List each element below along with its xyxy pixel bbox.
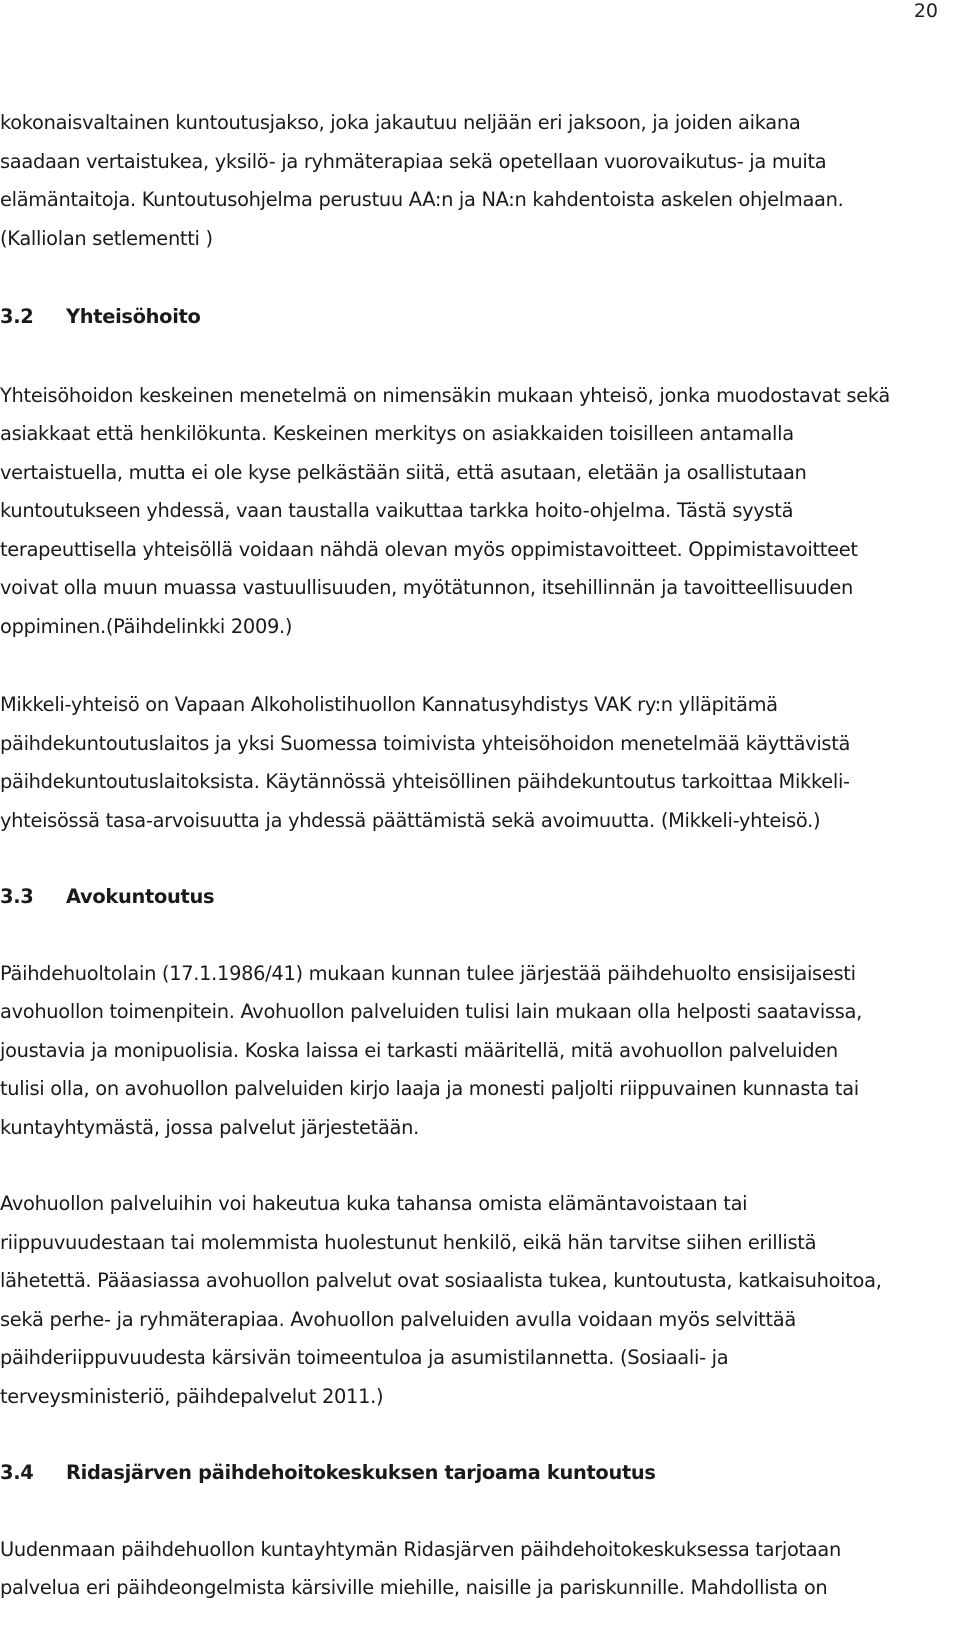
paragraph-avohuolto [0, 1185, 948, 1416]
spacer [0, 1493, 948, 1531]
text-line: yhteisössä tasa-arvoisuutta ja yhdessä päättämistä sekä avoimuutta. (Mikkeli-yhteisö.) [0, 808, 821, 832]
section-number: 3.3 [0, 885, 34, 908]
paragraph-intro [0, 104, 948, 258]
spacer [0, 917, 948, 955]
paragraph-ridasjarvi [0, 1531, 948, 1608]
text-line: palvelua eri päihdeongelmista kärsiville miehille, naisille ja pariskunnille. Mahdollista on [0, 1576, 828, 1599]
text-line: Uudenmaan päihdehuollon kuntayhtymän Ridasjärven päihdehoitokeskuksessa tarjotaan [0, 1537, 841, 1561]
spacer [0, 337, 948, 377]
section-title: Ridasjärven päihdehoitokeskuksen tarjoama kuntoutus [66, 1461, 656, 1484]
text-line: voivat olla muun muassa vastuullisuuden, myötätunnon, itsehillinnän ja tavoitteellisuuden [0, 576, 853, 599]
document-body [0, 104, 948, 1608]
text-line: Avohuollon palveluihin voi hakeutua kuka tahansa omista elämäntavoistaan tai [0, 1192, 748, 1215]
text-line: Yhteisöhoidon keskeinen menetelmä on nimensäkin mukaan yhteisö, jonka muodostavat sekä [0, 383, 891, 407]
paragraph-paihdehuoltolaki [0, 955, 948, 1148]
section-heading-3-3 [0, 878, 948, 917]
spacer [0, 840, 948, 878]
text-line: päihderiippuvuudesta kärsivän toimeentuloa ja asumistilannetta. (Sosiaali- ja [0, 1346, 729, 1369]
text-line: (Kalliolan setlementti ) [0, 226, 213, 250]
text-line: asiakkaat että henkilökunta. Keskeinen merkitys on asiakkaiden toisilleen antamalla [0, 422, 794, 445]
section-number: 3.2 [0, 305, 34, 328]
text-line: riippuvuudestaan tai molemmista huolestunut henkilö, eikä hän tarvitse siihen erillistä [0, 1230, 817, 1254]
spacer [0, 1416, 948, 1454]
paragraph-yhteisohoito [0, 377, 948, 647]
text-line: kuntayhtymästä, jossa palvelut järjestetään. [0, 1115, 419, 1139]
text-line: terveysministeriö, päihdepalvelut 2011.) [0, 1384, 384, 1408]
section-title: Avokuntoutus [66, 885, 215, 908]
section-title: Yhteisöhoito [66, 305, 201, 328]
text-line: oppiminen.(Päihdelinkki 2009.) [0, 614, 293, 638]
section-number: 3.4 [0, 1461, 34, 1484]
text-line: lähetettä. Pääasiassa avohuollon palvelut ovat sosiaalista tukea, kuntoutusta, katkaisuhoitoa, [0, 1269, 882, 1292]
spacer [0, 258, 948, 298]
text-line: kuntoutukseen yhdessä, vaan taustalla vaikuttaa tarkka hoito-ohjelma. Tästä syystä [0, 499, 794, 522]
text-line: sekä perhe- ja ryhmäterapiaa. Avohuollon palveluiden avulla voidaan myös selvittää [0, 1307, 796, 1331]
text-line: elämäntaitoja. Kuntoutusohjelma perustuu AA:n ja NA:n kahdentoista askelen ohjelmaan. [0, 188, 844, 211]
page-number: 20 [913, 0, 938, 22]
text-line: Mikkeli-yhteisö on Vapaan Alkoholistihuollon Kannatusyhdistys VAK ry:n ylläpitämä [0, 693, 778, 716]
text-line: saadaan vertaistukea, yksilö- ja ryhmäterapiaa sekä opetellaan vuorovaikutus- ja muita [0, 149, 827, 173]
text-line: päihdekuntoutuslaitos ja yksi Suomessa toimivista yhteisöhoidon menetelmää käyttävistä [0, 731, 851, 755]
text-line: kokonaisvaltainen kuntoutusjakso, joka jakautuu neljään eri jaksoon, ja joiden aikana [0, 111, 801, 134]
paragraph-mikkeli [0, 686, 948, 840]
section-heading-3-4 [0, 1454, 948, 1493]
spacer [0, 1147, 948, 1185]
text-line: päihdekuntoutuslaitoksista. Käytännössä yhteisöllinen päihdekuntoutus tarkoittaa Mikkeli- [0, 770, 850, 793]
spacer [0, 646, 948, 686]
text-line: tulisi olla, on avohuollon palveluiden kirjo laaja ja monesti paljolti riippuvainen kunnasta tai [0, 1077, 859, 1100]
text-line: vertaistuella, mutta ei ole kyse pelkästään siitä, että asutaan, eletään ja osallistutaan [0, 460, 807, 484]
text-line: avohuollon toimenpitein. Avohuollon palveluiden tulisi lain mukaan olla helposti saatavissa, [0, 1000, 862, 1023]
section-heading-3-2 [0, 298, 948, 337]
text-line: joustavia ja monipuolisia. Koska laissa ei tarkasti määritellä, mitä avohuollon palveluiden [0, 1038, 838, 1062]
text-line: terapeuttisella yhteisöllä voidaan nähdä olevan myös oppimistavoitteet. Oppimistavoitteet [0, 537, 858, 561]
text-line: Päihdehuoltolain (17.1.1986/41) mukaan kunnan tulee järjestää päihdehuolto ensisijaisesti [0, 961, 856, 985]
